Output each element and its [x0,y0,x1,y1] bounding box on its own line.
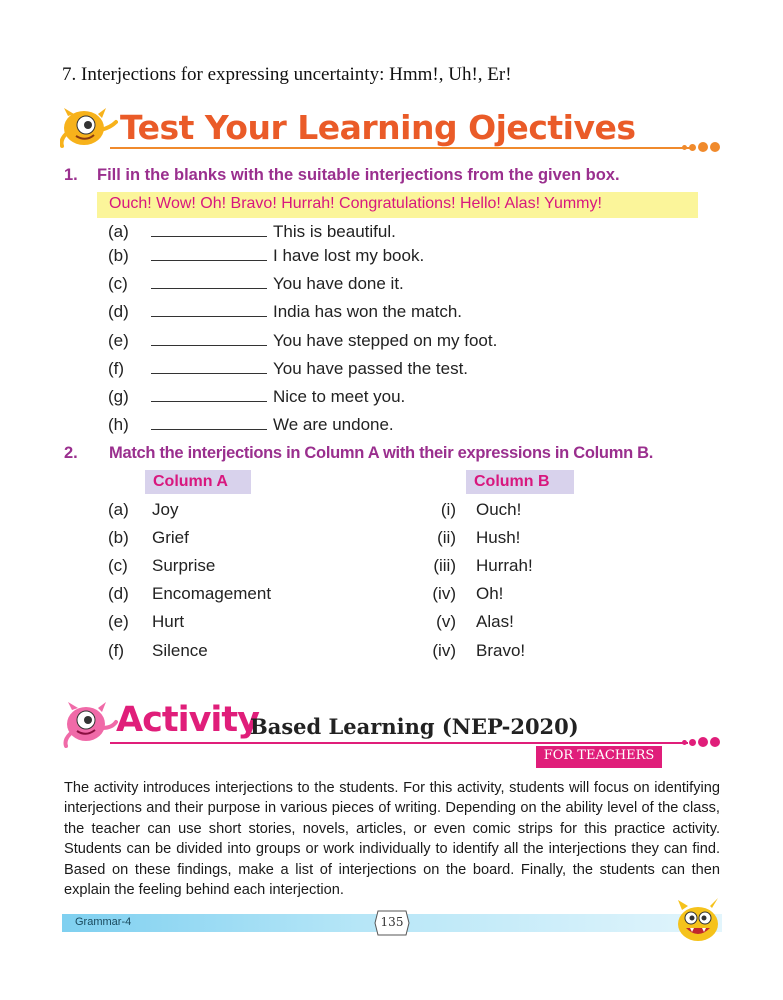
section-subtitle: Based Learning (NEP-2020) [250,714,579,739]
answer-blank[interactable] [151,332,267,346]
section-title-test: Test Your Learning Ojectives [120,108,636,147]
section-title-activity: Activity [116,700,259,740]
column-a-text: Joy [152,500,179,519]
intro-line: 7. Interjections for expressing uncertainty: Hmm!, Uh!, Er! [62,64,512,85]
item-label: (d) [108,302,129,321]
heading-rule [110,742,688,744]
item-sentence: We are undone. [273,415,394,434]
fill-blank-item [108,274,404,294]
column-b-label: (iii) [433,556,456,575]
fill-blank-item [108,387,405,407]
decorative-dots-icon [682,142,720,152]
orange-monster-mascot-icon [60,106,118,150]
answer-blank[interactable] [151,275,267,289]
interjection-word-box: Ouch! Wow! Oh! Bravo! Hurrah! Congratulations! Hello! Alas! Yummy! [97,192,698,218]
fill-blank-item [108,331,497,351]
item-label: (e) [108,331,129,350]
question-text: Match the interjections in Column A with their expressions in Column B. [109,444,654,462]
match-row [0,500,783,524]
column-a-label: (c) [108,556,128,575]
column-b-text: Alas! [476,612,514,631]
match-row [0,584,783,608]
item-sentence: You have stepped on my foot. [273,331,498,350]
column-b-text: Hurrah! [476,556,533,575]
column-b-label: (iv) [432,641,456,660]
for-teachers-badge: FOR TEACHERS [536,746,662,768]
item-sentence: This is beautiful. [273,222,396,241]
column-a-label: (b) [108,528,129,547]
column-a-text: Surprise [152,556,216,575]
column-a-header: Column A [145,470,251,494]
answer-blank[interactable] [151,223,267,237]
match-row [0,556,783,580]
column-b-text: Ouch! [476,500,522,519]
item-sentence: You have done it. [273,274,404,293]
fill-blank-item [108,222,396,242]
answer-blank[interactable] [151,303,267,317]
column-b-label: (iv) [432,584,456,603]
fill-blank-item [108,415,394,435]
match-row [0,641,783,665]
column-a-label: (e) [108,612,129,631]
answer-blank[interactable] [151,360,267,374]
heading-rule [110,147,690,149]
column-a-label: (f) [108,641,125,660]
answer-blank[interactable] [151,416,267,430]
item-sentence: India has won the match. [273,302,463,321]
page-number-text: 135 [380,915,404,929]
fill-blank-item [108,302,462,322]
footer-book-title: Grammar-4 [75,916,132,928]
item-label: (h) [108,415,129,434]
item-label: (c) [108,274,128,293]
item-sentence: Nice to meet you. [273,387,406,406]
fill-blank-item [108,246,424,266]
column-a-label: (a) [108,500,129,519]
column-a-text: Encomagement [152,584,272,603]
column-b-label: (v) [436,612,456,631]
decorative-dots-icon [682,737,720,747]
answer-blank[interactable] [151,247,267,261]
column-a-text: Silence [152,641,208,660]
fill-blank-item [108,359,468,379]
question-number: 1. [64,166,78,184]
column-b-label: (ii) [437,528,456,547]
section-heading-test [60,104,720,160]
column-b-text: Hush! [476,528,521,547]
item-label: (g) [108,387,129,406]
column-a-label: (d) [108,584,129,603]
question-number: 2. [64,444,78,462]
column-b-label: (i) [440,500,456,519]
activity-paragraph: The activity introduces interjections to the students. For this activity, students will focus on identifying interjections and their purpose in various pieces of writing. Depending on the ability level of the class, the teacher can use short stories, novels, articles, or even comic strips for this practice activity. Students can be divided into groups or work individually to identify all the interjections they can find. Based on these findings, make a list of interjections on the board. Finally, the students can then explain the feeling behind each interjection. [64,780,720,899]
page-number [374,910,410,936]
column-a-text: Grief [152,528,189,547]
column-b-header: Column B [466,470,574,494]
match-row [0,528,783,552]
column-b-text: Oh! [476,584,504,603]
item-sentence: You have passed the test. [273,359,469,378]
question-text: Fill in the blanks with the suitable interjections from the given box. [97,166,620,184]
column-b-text: Bravo! [476,641,526,660]
item-label: (f) [108,359,125,378]
item-sentence: I have lost my book. [273,246,425,265]
item-label: (a) [108,222,129,241]
match-row [0,612,783,636]
yellow-monster-mascot-icon [672,896,724,944]
section-heading-activity [60,700,720,770]
item-label: (b) [108,246,129,265]
column-a-text: Hurt [152,612,185,631]
answer-blank[interactable] [151,388,267,402]
